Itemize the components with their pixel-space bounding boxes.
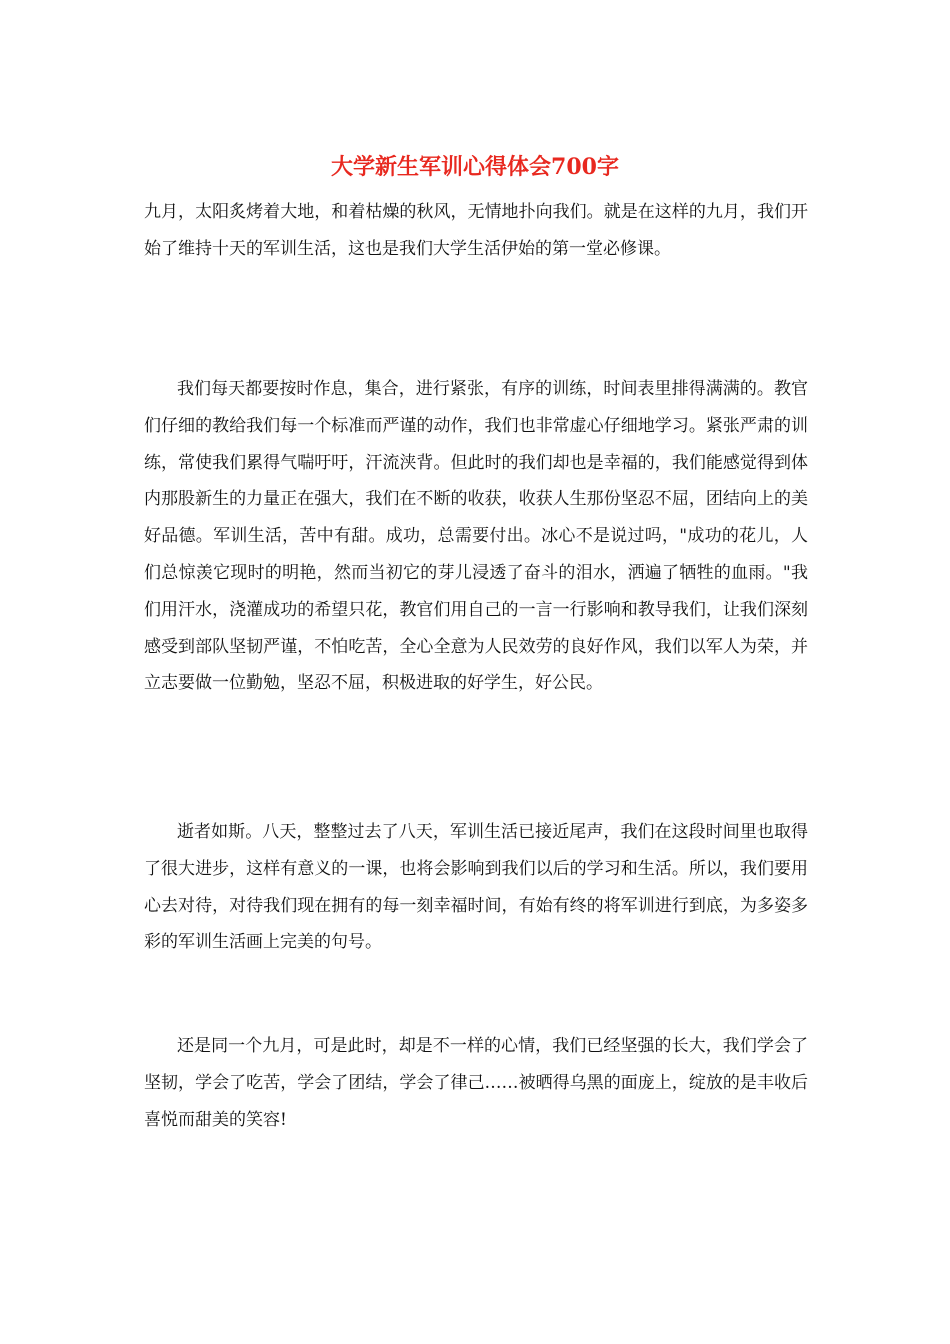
paragraph-3: 逝者如斯。八天，整整过去了八天，军训生活已接近尾声，我们在这段时间里也取得了很大进步，这样有意义的一课，也将会影响到我们以后的学习和生活。所以，我们要用心去对待，对待我们现在拥有的每一刻幸福时间，有始有终的将军训进行到底，为多姿多彩的军训生活画上完美的句号。 (144, 822, 808, 953)
paragraph-1: 九月，太阳炙烤着大地，和着枯燥的秋风，无情地扑向我们。就是在这样的九月，我们开始了维持十天的军训生活，这也是我们大学生活伊始的第一堂必修课。 (144, 202, 808, 259)
document-title: 大学新生军训心得体会700字 (331, 154, 619, 180)
paragraph-2: 我们每天都要按时作息，集合，进行紧张，有序的训练，时间表里排得满满的。教官们仔细的教给我们每一个标准而严谨的动作，我们也非常虚心仔细地学习。紧张严肃的训练，常使我们累得气喘吁吁，汗流浃背。但此时的我们却也是幸福的，我们能感觉得到体内那股新生的力量正在强大，我们在不断的收获，收获人生那份坚忍不屈，团结向上的美好品德。军训生活，苦中有甜。成功，总需要付出。冰心不是说过吗，"成功的花儿，人们总惊羡它现时的明艳，然而当初它的芽儿浸透了奋斗的泪水，洒遍了牺牲的血雨。"我们用汗水，浇灌成功的希望只花，教官们用自己的一言一行影响和教导我们，让我们深刻感受到部队坚韧严谨，不怕吃苦，全心全意为人民效劳的良好作风，我们以军人为荣，并立志要做一位勤勉，坚忍不屈，积极进取的好学生，好公民。 (144, 379, 808, 694)
paragraph-4: 还是同一个九月，可是此时，却是不一样的心情，我们已经坚强的长大，我们学会了坚韧，学会了吃苦，学会了团结，学会了律己……被晒得乌黑的面庞上，绽放的是丰收后喜悦而甜美的笑容! (144, 1036, 808, 1130)
